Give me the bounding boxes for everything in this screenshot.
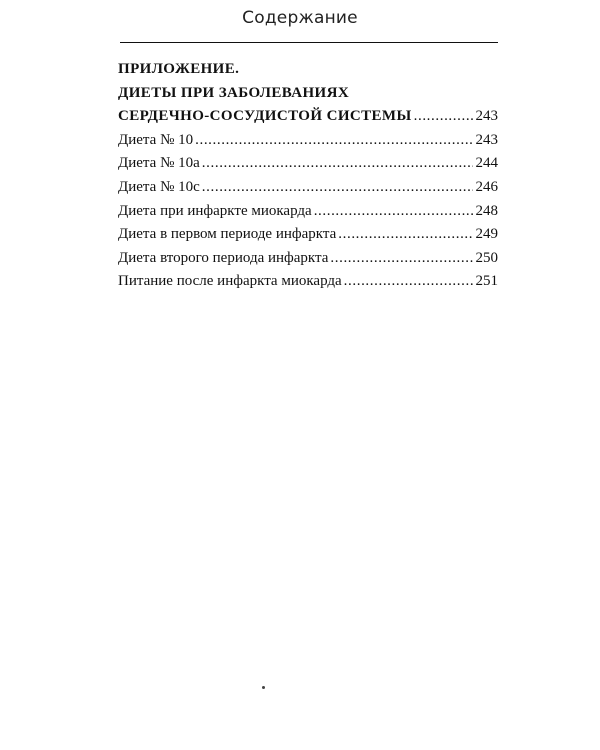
toc-entry[interactable] — [118, 176, 498, 200]
toc-entry-label: Диета в первом периоде инфаркта — [118, 226, 337, 243]
toc-entry[interactable] — [118, 129, 498, 153]
toc-page-number: 243 — [475, 131, 498, 148]
toc-page-number: 244 — [475, 155, 498, 172]
dot-leader — [202, 176, 473, 200]
running-header-title: Содержание — [242, 8, 358, 28]
header-rule — [120, 42, 498, 43]
dot-leader — [314, 200, 473, 224]
dot-leader — [414, 105, 473, 129]
toc-page-number: 243 — [475, 108, 498, 125]
print-speck — [262, 686, 265, 689]
dot-leader — [338, 223, 472, 247]
dot-leader — [202, 152, 473, 176]
toc-entry[interactable] — [118, 270, 498, 294]
section-title-line: ДИЕТЫ ПРИ ЗАБОЛЕВАНИЯХ — [118, 84, 350, 101]
section-title-line: ПРИЛОЖЕНИЕ. — [118, 61, 240, 77]
toc-entry[interactable] — [118, 223, 498, 247]
dot-leader — [344, 270, 473, 294]
toc-entry-label: Диета № 10а — [118, 155, 200, 172]
section-title — [118, 58, 498, 105]
toc-entry-label: Диета № 10 — [118, 131, 194, 148]
toc-page-number: 246 — [475, 178, 498, 195]
toc-page-number: 250 — [475, 249, 498, 266]
dot-leader — [195, 129, 472, 153]
toc-entry-label: Диета № 10с — [118, 178, 200, 195]
toc-entry-label: Диета при инфаркте миокарда — [118, 202, 312, 219]
toc-page-number: 249 — [475, 226, 498, 243]
toc-page-number: 248 — [475, 202, 498, 219]
toc-entry[interactable] — [118, 152, 498, 176]
toc-page-number: 251 — [475, 273, 498, 290]
toc-entry-section[interactable] — [118, 105, 498, 129]
toc-entry[interactable] — [118, 247, 498, 271]
toc-entry-label: СЕРДЕЧНО-СОСУДИСТОЙ СИСТЕМЫ — [118, 108, 412, 125]
toc-entry[interactable] — [118, 200, 498, 224]
toc-entry-label: Питание после инфаркта миокарда — [118, 273, 342, 290]
dot-leader — [330, 247, 472, 271]
table-of-contents — [118, 58, 498, 294]
toc-entry-label: Диета второго периода инфаркта — [118, 249, 329, 266]
